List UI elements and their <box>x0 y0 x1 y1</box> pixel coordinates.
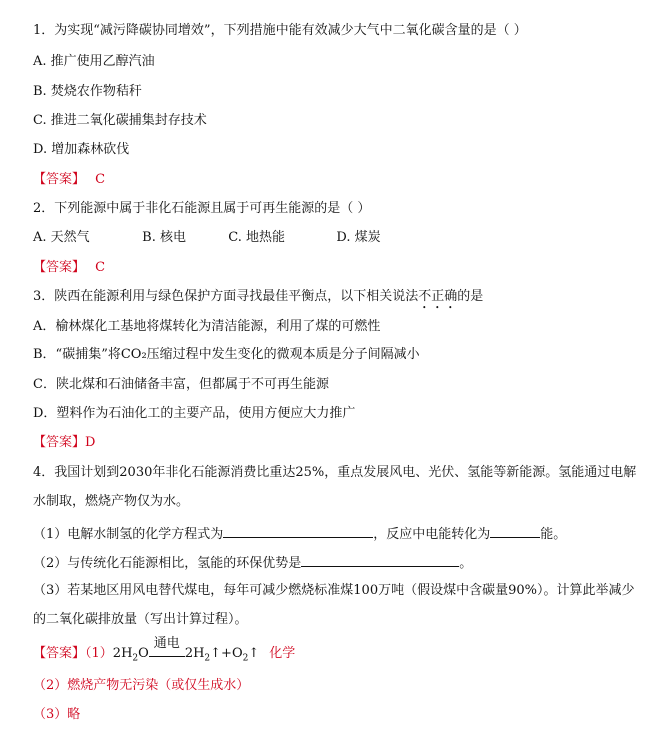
q3-stem-emphasis: 不正确 <box>418 289 458 304</box>
formula-left: 2H <box>112 646 133 661</box>
q1-option-c: C. 推进二氧化碳捕集封存技术 <box>33 113 207 128</box>
answer-label: 【答案】 <box>33 646 86 661</box>
answer1-energy: 化学 <box>269 646 296 661</box>
q1-option-d: D. 增加森林砍伐 <box>33 142 130 157</box>
chemical-equation <box>112 636 260 664</box>
q4-answer-3: （3）略 <box>33 707 81 722</box>
q4-sub1-text3: 能。 <box>540 527 567 542</box>
formula-left-tail: O <box>138 646 149 661</box>
q3-option-a: A．榆林煤化工基地将煤转化为清洁能源，利用了煤的可燃性 <box>33 319 381 334</box>
q3-stem-after: 的是 <box>457 289 484 304</box>
q2-option-b: B. 核电 <box>142 230 186 245</box>
q4-sub3-line2: 的二氧化碳排放量（写出计算过程）。 <box>33 612 248 627</box>
answer1-prefix: （1） <box>85 646 113 661</box>
q3-option-c: C．陕北煤和石油储备丰富，但都属于不可再生能源 <box>33 377 329 392</box>
q4-sub1 <box>33 523 566 544</box>
q2-option-a: A. 天然气 <box>33 230 90 245</box>
q4-sub2-text2: 。 <box>459 556 473 571</box>
answer-label: 【答案】 <box>33 435 86 450</box>
q4-sub3-line1: （3）若某地区用风电替代煤电，每年可减少燃烧标准煤100万吨（假设煤中含碳量90%）。计算此举减少 <box>33 583 635 598</box>
q2-stem: 2．下列能源中属于非化石能源且属于可再生能源的是（ ） <box>33 201 371 216</box>
answer-value: D <box>85 435 96 450</box>
formula-right: 2H <box>184 646 205 661</box>
q1-option-a: A. 推广使用乙醇汽油 <box>33 54 155 69</box>
q1-stem: 1．为实现“减污降碳协同增效”，下列措施中能有效减少大气中二氧化碳含量的是（ ） <box>33 23 527 38</box>
q2-answer <box>33 259 105 277</box>
q4-blank-advantage[interactable] <box>301 552 459 567</box>
q1-option-b: B. 焚烧农作物秸秆 <box>33 84 142 99</box>
q2-option-d: D. 煤炭 <box>336 230 381 245</box>
formula-left-sub: 2 <box>132 653 139 664</box>
formula-mid: ↑+O <box>210 646 243 661</box>
q4-blank-equation[interactable] <box>223 523 373 538</box>
answer-value: C <box>95 260 106 275</box>
formula-right-sub: 2 <box>204 653 211 664</box>
q4-blank-energy[interactable] <box>490 523 540 538</box>
formula-tail: ↑ <box>248 646 260 661</box>
answer-label: 【答案】 <box>33 260 86 275</box>
q3-option-d: D．塑料作为石油化工的主要产品，使用方便应大力推广 <box>33 406 356 421</box>
q4-sub1-text: （1）电解水制氢的化学方程式为 <box>33 527 224 542</box>
q2-options <box>33 229 381 247</box>
q4-stem-line2: 水制取，燃烧产物仅为水。 <box>33 494 190 509</box>
reaction-condition <box>149 636 185 663</box>
condition-text: 通电 <box>153 636 180 651</box>
q3-answer <box>33 434 95 452</box>
q4-answer-1 <box>33 636 296 668</box>
q3-stem-before: 3．陕西在能源利用与绿色保护方面寻找最佳平衡点，以下相关说法 <box>33 289 419 304</box>
q4-sub1-text2: ，反应中电能转化为 <box>373 527 491 542</box>
q3-option-b: B．“碳捕集”将CO₂压缩过程中发生变化的微观本质是分子间隔减小 <box>33 347 420 362</box>
q3-stem <box>33 288 483 312</box>
q2-option-c: C. 地热能 <box>228 230 286 245</box>
q4-sub2-text: （2）与传统化石能源相比，氢能的环保优势是 <box>33 556 302 571</box>
answer-value: C <box>95 172 106 187</box>
answer-label: 【答案】 <box>33 172 86 187</box>
q4-sub2 <box>33 552 472 573</box>
formula-right-sub2: 2 <box>242 653 249 664</box>
q4-answer-2: （2）燃烧产物无污染（或仅生成水） <box>33 678 250 693</box>
q1-answer <box>33 171 105 189</box>
q4-stem-line1: 4．我国计划到2030年非化石能源消费比重达25%，重点发展风电、光伏、氢能等新能源。氢能通过电解 <box>33 465 637 480</box>
